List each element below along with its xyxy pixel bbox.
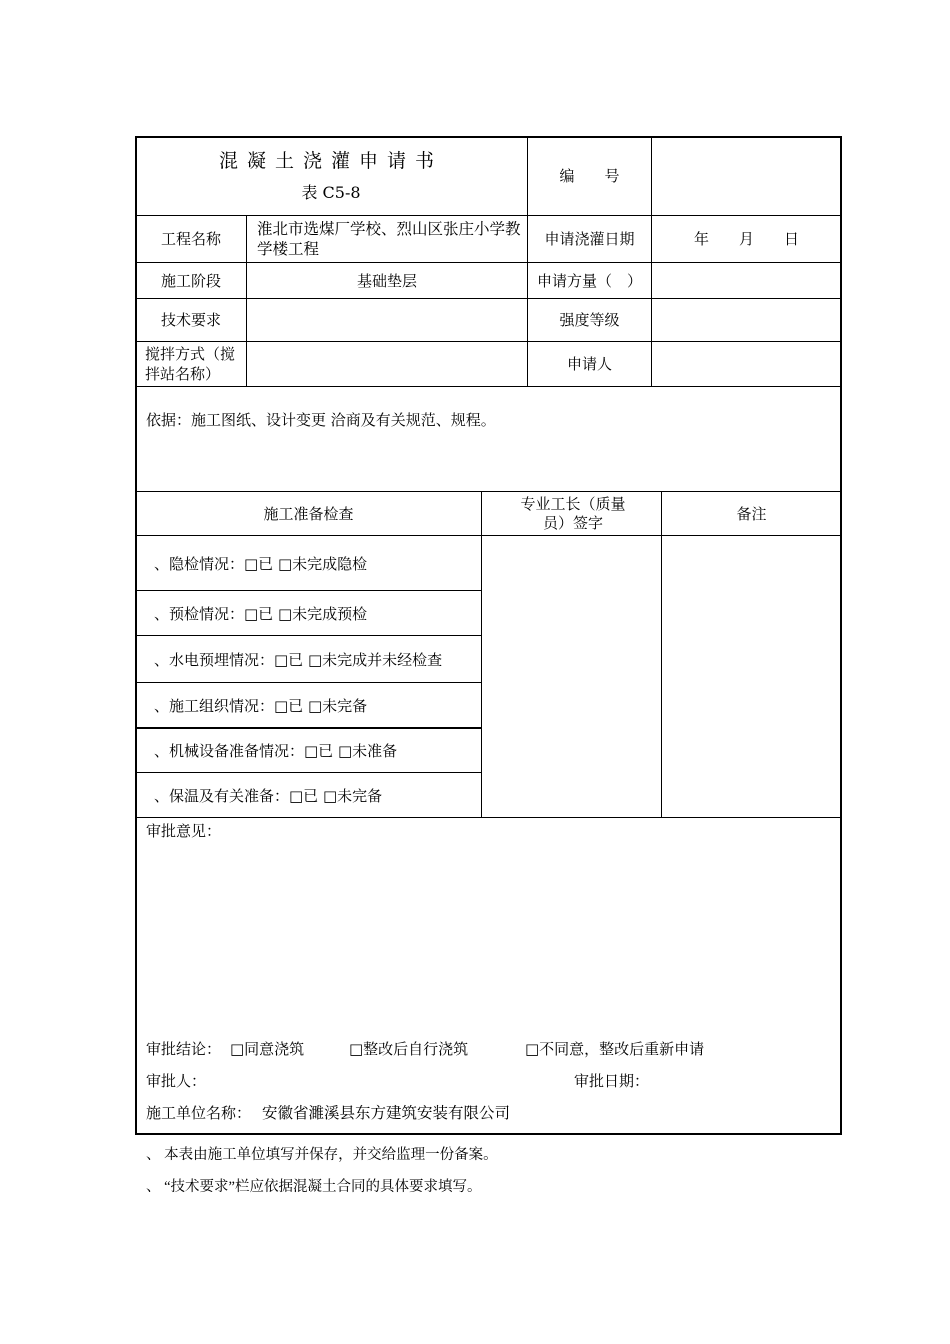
sign-header: 专业工长（质量员）签字 (520, 494, 626, 532)
form-title: 混凝土浇灌申请书 (218, 150, 443, 172)
remark-header: 备注 (736, 504, 767, 523)
number-field[interactable] (652, 137, 841, 215)
stage-field[interactable]: 基础垫层 (356, 271, 417, 290)
check-header: 施工准备检查 (263, 504, 354, 523)
note-1: 、 本表由施工单位填写并保存，并交给监理一份备案。 (146, 1147, 498, 1163)
company-name: 安徽省濉溪县东方建筑安装有限公司 (262, 1104, 511, 1122)
option-agree[interactable]: □同意浇筑 (230, 1040, 305, 1058)
volume-label: 申请方量（ ） (536, 271, 642, 290)
option-self-rectify[interactable]: □整改后自行浇筑 (349, 1040, 469, 1058)
volume-field[interactable] (652, 263, 841, 298)
mix-field[interactable] (247, 342, 527, 386)
option-reject[interactable]: □不同意，整改后重新申请 (525, 1040, 705, 1058)
project-name-field[interactable]: 淮北市选煤厂学校、烈山区张庄小学教学楼工程 (257, 220, 521, 258)
check-item-embedded[interactable]: 、水电预埋情况：□已 □未完成并未经检查 (154, 650, 443, 669)
pour-date-field[interactable]: 年 月 日 (693, 230, 799, 248)
check-item-concealed[interactable]: 、隐检情况：□已 □未完成隐检 (154, 554, 368, 573)
strength-label: 强度等级 (559, 311, 620, 329)
form-code: 表 C5-8 (301, 183, 361, 202)
conclusion-label: 审批结论： (146, 1040, 222, 1058)
note-2: 、 “技术要求”栏应依据混凝土合同的具体要求填写。 (146, 1179, 482, 1195)
pour-date-label: 申请浇灌日期 (544, 230, 635, 248)
number-label: 编 号 (559, 167, 620, 185)
rule-line (136, 386, 841, 387)
tech-label: 技术要求 (160, 311, 221, 329)
stage-label: 施工阶段 (160, 271, 221, 290)
check-item-precheck[interactable]: 、预检情况：□已 □未完成预检 (154, 604, 368, 623)
strength-field[interactable] (652, 299, 841, 341)
rule-line (136, 817, 841, 818)
rule-line (661, 491, 662, 817)
mix-label: 搅拌方式（搅拌站名称） (145, 345, 236, 383)
opinion-label: 审批意见： (146, 822, 222, 840)
project-name-label: 工程名称 (160, 230, 221, 248)
check-item-organization[interactable]: 、施工组织情况：□已 □未完备 (154, 696, 368, 715)
check-item-equipment[interactable]: 、机械设备准备情况：□已 □未准备 (154, 742, 398, 760)
check-item-insulation[interactable]: 、保温及有关准备：□已 □未完备 (154, 786, 383, 805)
rule-line (481, 491, 482, 817)
company-label: 施工单位名称： (146, 1104, 252, 1122)
basis-text: 依据：施工图纸、设计变更 洽商及有关规范、规程。 (146, 411, 496, 429)
approver-label: 审批人： (146, 1072, 207, 1090)
tech-field[interactable] (247, 299, 527, 341)
applicant-label: 申请人 (566, 355, 612, 373)
approval-date-label: 审批日期： (574, 1072, 650, 1090)
applicant-field[interactable] (652, 342, 841, 386)
